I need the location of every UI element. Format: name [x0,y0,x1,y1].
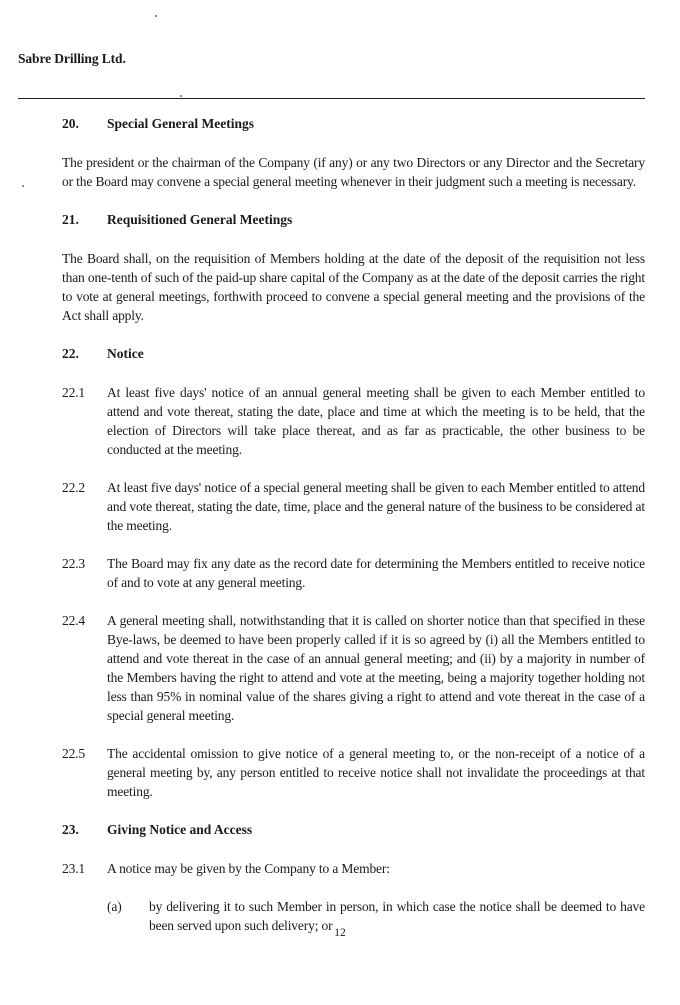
clause-22-3 [62,554,645,592]
company-name: Sabre Drilling Ltd. [18,51,126,66]
clause-number: 23.1 [62,861,86,876]
clause-number: 22.1 [62,385,86,400]
scan-speck [180,95,182,97]
clause-text: At least five days' notice of an annual general meeting shall be given to each Member entitled to attend and vote thereat, stating the date, place and time at which the meeting is to be held, that the election of Directors will take place thereat, and as far as practicable, the other business to be conducted at the meeting. [107,385,645,457]
clause-text: A general meeting shall, notwithstanding that it is called on shorter notice than that specified in these Bye-laws, be deemed to have been properly called if it is so agreed by (i) all the Members entitled to attend and vote thereat in the case of an annual general meeting; and (ii) by a majority in number of the Members having the right to attend and vote at the meeting, being a majority together holding not less than 95% in nominal value of the shares giving a right to attend and vote thereat in the case of a special general meeting. [107,613,645,723]
scan-speck [155,15,157,17]
section-title: Giving Notice and Access [107,822,253,837]
clause-number: 22.3 [62,556,86,571]
section-number: 20. [62,116,79,131]
scan-speck [22,185,24,187]
clause-22-2 [62,478,645,535]
section-title: Special General Meetings [107,116,254,131]
clause-number: 22.5 [62,746,86,761]
page-number: 12 [334,927,346,939]
clause-22-5 [62,744,645,801]
section-title: Notice [107,346,144,361]
section-title: Requisitioned General Meetings [107,212,293,227]
section-heading-22 [62,344,645,363]
section-number: 21. [62,212,79,227]
clause-22-4 [62,611,645,725]
section-heading-20 [62,114,645,133]
clause-22-1 [62,383,645,459]
section-number: 23. [62,822,79,837]
subclause-letter: (a) [107,899,122,914]
clause-text: A notice may be given by the Company to a Member: [107,861,390,876]
clause-text: The accidental omission to give notice of a general meeting to, or the non-receipt of a notice of a general meeting by, any person entitled to receive notice shall not invalidate the proceedings at that meeting. [107,746,645,799]
clause-number: 22.2 [62,480,86,495]
clause-23-1 [62,859,645,878]
clause-text: The Board may fix any date as the record date for determining the Members entitled to receive notice of and to vote at any general meeting. [107,556,645,590]
clause-number: 22.4 [62,613,86,628]
section-body-20: The president or the chairman of the Company (if any) or any two Directors or any Director and the Secretary or the Board may convene a special general meeting whenever in their judgment such a meeting is necessary. [62,155,645,189]
section-number: 22. [62,346,79,361]
clause-text: At least five days' notice of a special general meeting shall be given to each Member entitled to attend and vote thereat, stating the date, time, place and the general nature of the business to be considered at the meeting. [107,480,645,533]
document-body [62,114,645,935]
section-body-21: The Board shall, on the requisition of Members holding at the date of the deposit of the requisition not less than one-tenth of such of the paid-up share capital of the Company as at the date of the deposit carries the right to vote at general meetings, forthwith proceed to convene a special general meeting and the provisions of the Act shall apply. [62,251,645,323]
section-heading-21 [62,210,645,229]
section-heading-23 [62,820,645,839]
subclause-text: by delivering it to such Member in person, in which case the notice shall be deemed to have been served upon such delivery; or [149,899,645,933]
header-rule [18,98,645,99]
